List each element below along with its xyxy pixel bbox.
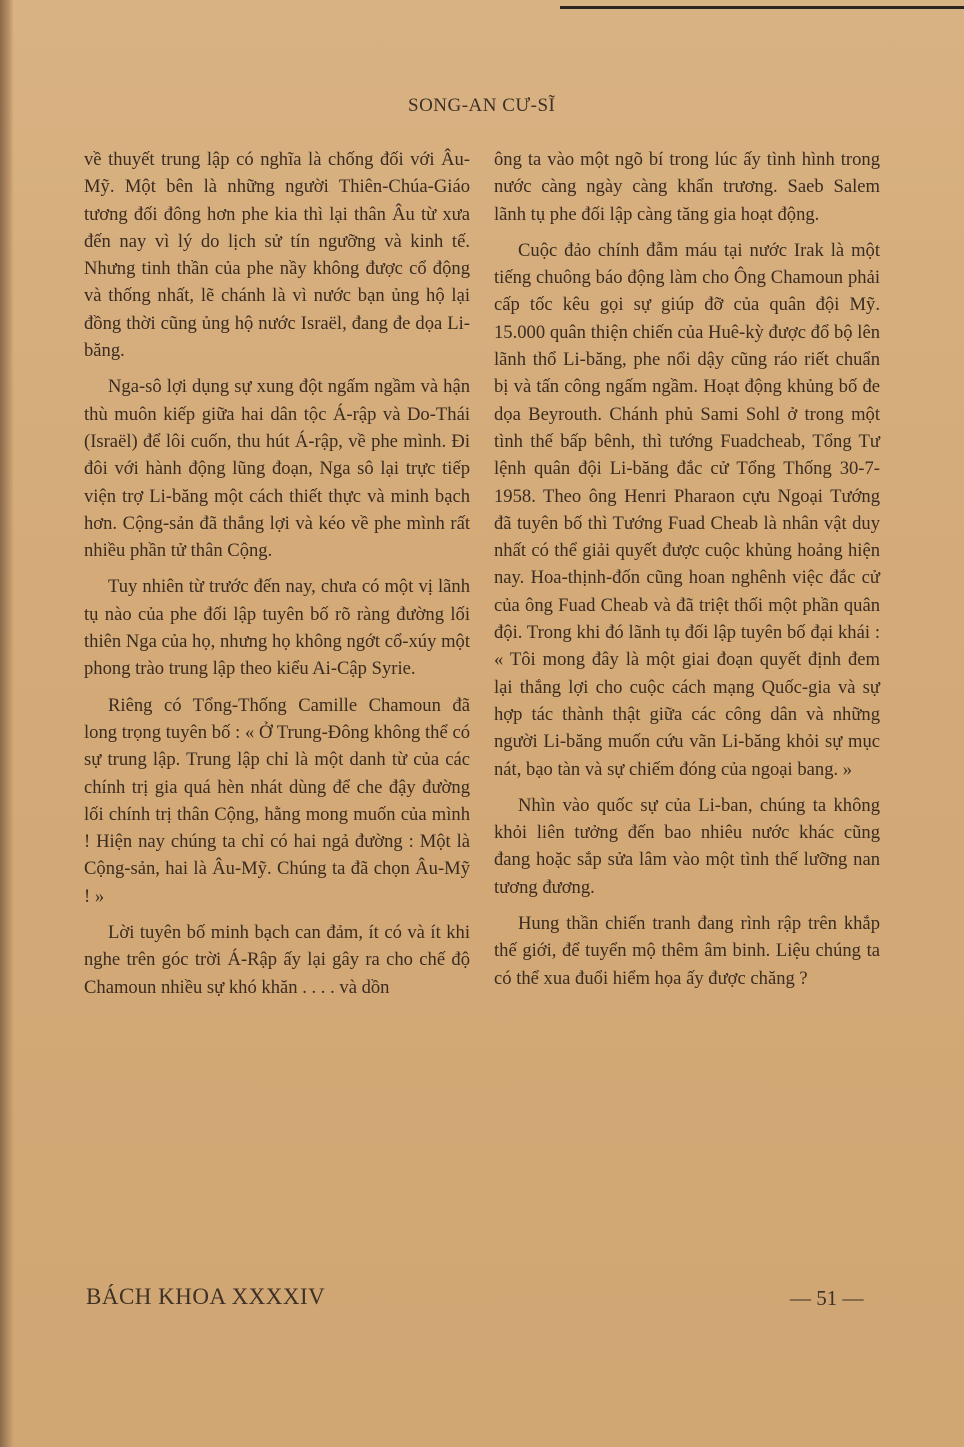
right-paragraph-2: Cuộc đảo chính đẫm máu tại nước Irak là một tiếng chuông báo động làm cho Ông Chamoun phải cấp tốc kêu gọi sự giúp đỡ của quân đội Mỹ. 15.000 quân thiện chiến của Huê-kỳ được đổ bộ lên lãnh thổ Li-băng, phe nổi dậy cũng ráo riết chuẩn bị và tấn công ngấm ngầm. Hoạt động khủng bố đe dọa Beyrouth. Chánh phủ Sami Sohl ở trong một tình thế bấp bênh, thì tướng Fuadcheab, Tổng Tư lệnh quân đội Li-băng đắc cử Tổng Thống 30-7-1958. Theo ông Henri Pharaon cựu Ngoại Tướng đã tuyên bố thì Tướng Fuad Cheab là nhân vật duy nhất có thể giải quyết được cuộc khủng hoảng hiện nay. Hoa-thịnh-đốn cũng hoan nghênh việc đắc cử của ông Fuad Cheab và đã triệt thối một phần quân đội. Trong khi đó lãnh tụ đối lập tuyên bố đại khái : « Tôi mong đây là một giai đoạn quyết định đem lại thắng lợi cho cuộc cách mạng Quốc-gia và sự hợp tác thành thật giữa các công dân và những người Li-băng muốn cứu vãn Li-băng khỏi sự mục nát, bạo tàn và sự chiếm đóng của ngoại bang. » bbox=[494, 239, 880, 780]
page-number: — 51 — bbox=[790, 1286, 864, 1310]
magazine-footer: BÁCH KHOA XXXXIV bbox=[86, 1284, 326, 1309]
right-paragraph-4: Hung thần chiến tranh đang rình rập trên khắp thế giới, để tuyển mộ thêm âm binh. Liệu chúng ta có thể xua đuổi hiểm họa ấy được chăng ? bbox=[494, 913, 880, 989]
left-paragraph-4: Riêng có Tổng-Thống Camille Chamoun đã long trọng tuyên bố : « Ở Trung-Đông không thể có sự trung lập. Trung lập chỉ là một danh từ của các chính trị gia quá hèn nhát dùng để che đậy đường lối chính trị thân Cộng, hằng mong muốn của mình ! Hiện nay chúng ta chỉ có hai ngả đường : Một là Cộng-sản, hai là Âu-Mỹ. Chúng ta đã chọn Âu-Mỹ ! » bbox=[84, 694, 470, 907]
left-paragraph-1: về thuyết trung lập có nghĩa là chống đối với Âu-Mỹ. Một bên là những người Thiên-Chúa-Giáo tương đối đông hơn phe kia thì lại thân Âu từ xưa đến nay vì lý do lịch sử tín ngưỡng và kinh tế. Nhưng tinh thần của phe nầy không được cổ động và thống nhất, lẽ chánh là vì nước bạn ủng hộ lại đồng thời cũng ủng hộ nước Israël, đang đe dọa Li-băng. bbox=[84, 149, 470, 362]
right-paragraph-3: Nhìn vào quốc sự của Li-ban, chúng ta không khỏi liên tưởng đến bao nhiêu nước khác cũng đang hoặc sắp sửa lâm vào một tình thế lưỡng nan tương đương. bbox=[494, 794, 880, 898]
left-column bbox=[84, 146, 470, 1010]
page-top-edge bbox=[560, 6, 964, 9]
running-header: SONG-AN CƯ-SĨ bbox=[408, 95, 556, 116]
left-paragraph-3: Tuy nhiên từ trước đến nay, chưa có một vị lãnh tụ nào của phe đối lập tuyên bố rõ ràng đường lối thiên Nga của họ, nhưng họ không ngớt cổ-xúy một phong trào trung lập theo kiểu Ai-Cập Syrie. bbox=[84, 576, 470, 680]
right-paragraph-1: ông ta vào một ngõ bí trong lúc ấy tình hình trong nước càng ngày càng khẩn trương. Saeb Salem lãnh tụ phe đối lập càng tăng gia hoạt động. bbox=[494, 149, 880, 225]
page-edge-shadow bbox=[0, 0, 14, 1447]
left-paragraph-2: Nga-sô lợi dụng sự xung đột ngấm ngầm và hận thù muôn kiếp giữa hai dân tộc Á-rập và Do-Thái (Israël) để lôi cuốn, thu hút Á-rập, về phe mình. Đi đôi với hành động lũng đoạn, Nga sô lại trực tiếp viện trợ Li-băng một cách thiết thực và minh bạch hơn. Cộng-sản đã thắng lợi và kéo về phe mình rất nhiều phần tử thân Cộng. bbox=[84, 376, 470, 562]
left-paragraph-5: Lời tuyên bố minh bạch can đảm, ít có và ít khi nghe trên góc trời Á-Rập ấy lại gây ra cho chế độ Chamoun nhiều sự khó khăn . . . . và dồn bbox=[84, 922, 470, 998]
right-column bbox=[494, 146, 880, 1001]
